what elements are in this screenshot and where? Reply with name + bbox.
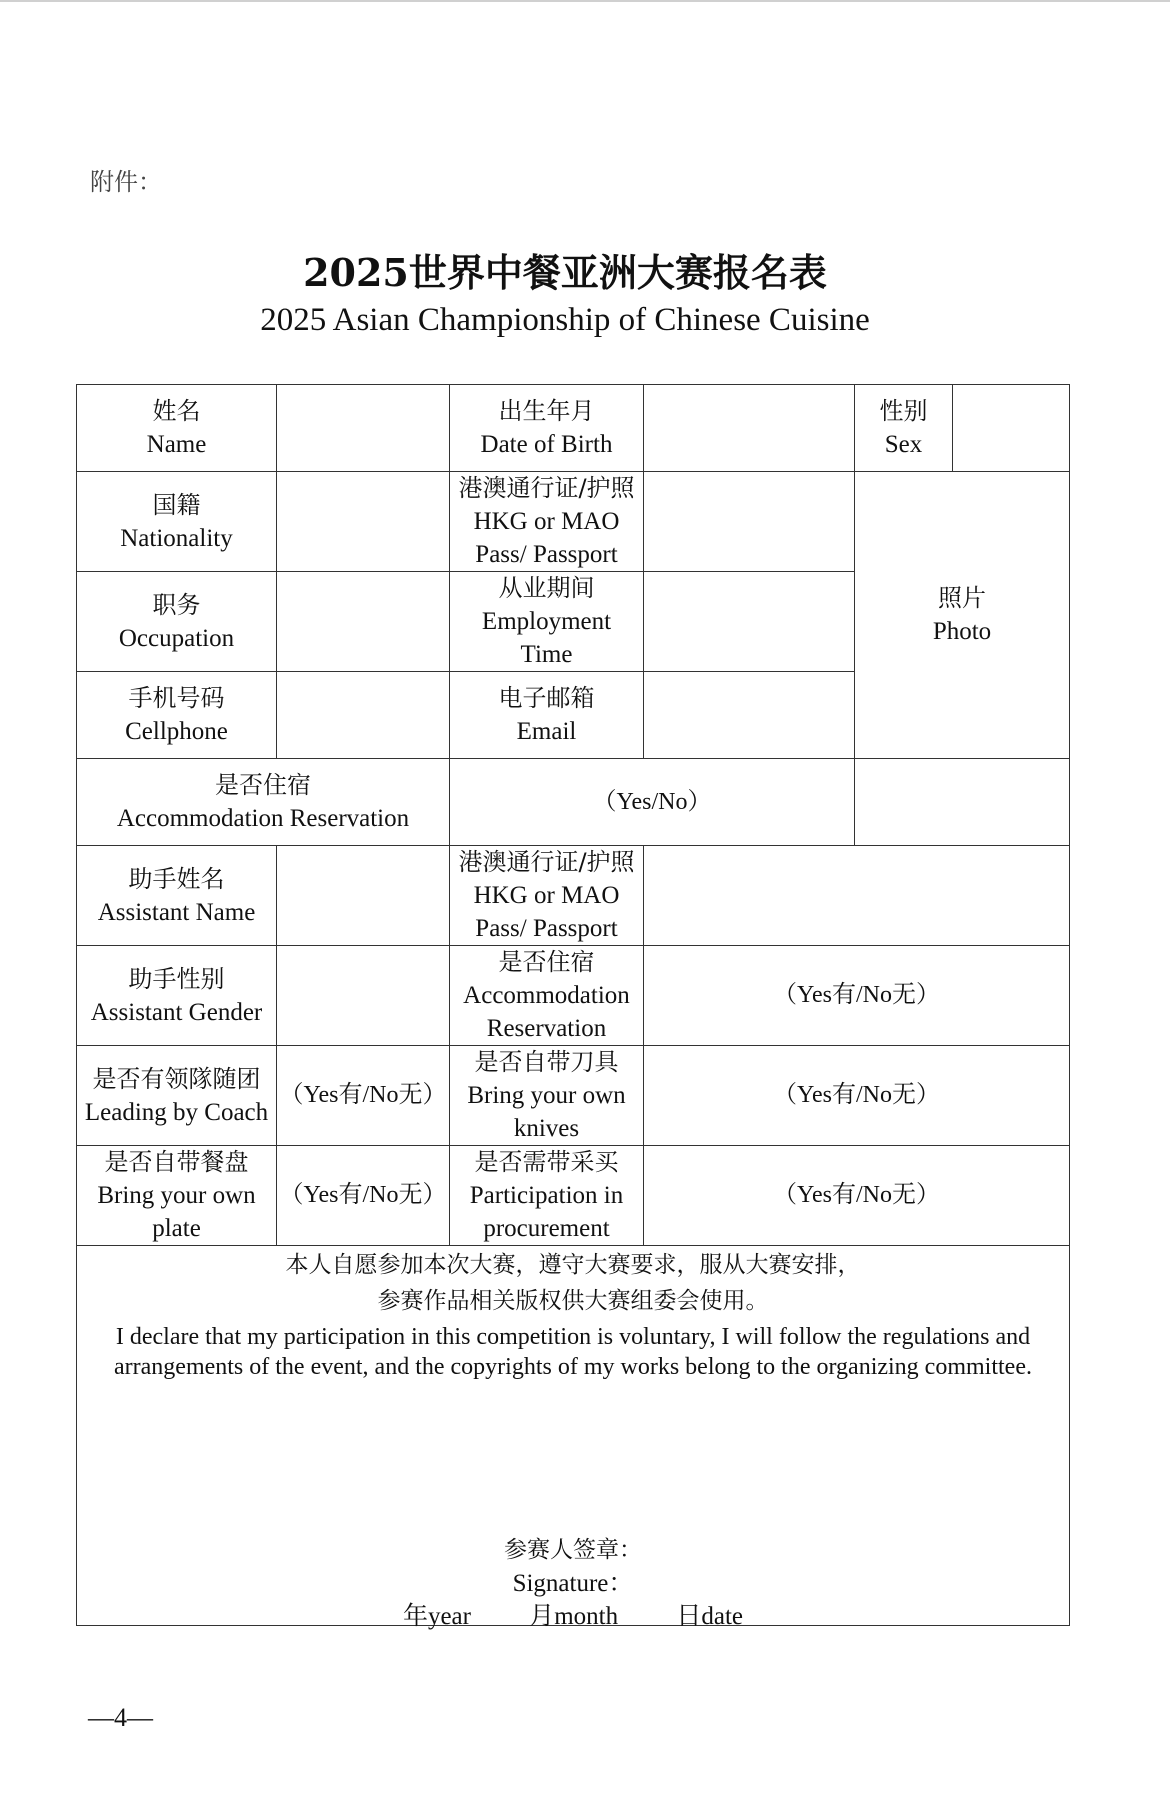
cellphone-label: 手机号码 Cellphone [77,672,277,759]
registration-table [76,384,1070,1630]
name-field[interactable] [277,385,450,472]
procurement-label: 是否需带采买 Participation in procurement [450,1146,644,1246]
assistant-passport-field[interactable] [644,846,1070,946]
assistant-accommodation-field[interactable]: （Yes有/No无） [644,946,1070,1046]
sex-field[interactable] [953,385,1070,472]
accommodation-field[interactable]: （Yes/No） [450,759,855,846]
procurement-field[interactable]: （Yes有/No无） [644,1146,1070,1246]
signature-label-cn: 参赛人签章： [504,1537,642,1563]
accommodation-extra-cell[interactable] [855,759,1070,846]
attachment-label: 附件： [90,168,162,196]
plate-field[interactable]: （Yes有/No无） [277,1146,450,1246]
coach-field[interactable]: （Yes有/No无） [277,1046,450,1146]
email-field[interactable] [644,672,855,759]
declaration-cn-line1: 本人自愿参加本次大赛，遵守大赛要求，服从大赛安排， [285,1252,861,1278]
sex-label: 性别 Sex [855,385,953,472]
page-number: —4— [88,1703,153,1732]
email-label: 电子邮箱 Email [450,672,644,759]
assistant-name-label: 助手姓名 Assistant Name [77,846,277,946]
assistant-accommodation-label: 是否住宿 Accommodation Reservation [450,946,644,1046]
registration-form [76,384,1069,1630]
photo-box[interactable]: 照片 Photo [855,472,1070,759]
coach-label: 是否有领隊随团 Leading by Coach [77,1046,277,1146]
passport-field[interactable] [644,472,855,572]
page-title-en: 2025 Asian Championship of Chinese Cuisine [260,302,870,338]
nationality-label: 国籍 Nationality [77,472,277,572]
nationality-field[interactable] [277,472,450,572]
name-label: 姓名 Name [77,385,277,472]
occupation-field[interactable] [277,572,450,672]
declaration-en: I declare that my participation in this competition is voluntary, I will follow the regulations and arrangements of the event, and the copyrights of my works belong to the organizing committee. [114,1324,1032,1380]
year-label: 年year [402,1603,471,1630]
declaration-cn-line2: 参赛作品相关版权供大赛组委会使用。 [377,1288,769,1314]
top-border-line [0,0,1170,2]
signature-date-line[interactable] [77,1600,1069,1633]
occupation-label: 职务 Occupation [77,572,277,672]
dob-label: 出生年月 Date of Birth [450,385,644,472]
assistant-gender-label: 助手性别 Assistant Gender [77,946,277,1046]
accommodation-label: 是否住宿 Accommodation Reservation [77,759,450,846]
date-label: 日date [676,1603,744,1630]
month-label: 月month [529,1603,619,1630]
dob-field[interactable] [644,385,855,472]
passport-label: 港澳通行证/护照 HKG or MAO Pass/ Passport [450,472,644,572]
cellphone-field[interactable] [277,672,450,759]
signature-label-en[interactable]: Signature： [512,1570,634,1597]
assistant-name-field[interactable] [277,846,450,946]
employment-label: 从业期间 Employment Time [450,572,644,672]
plate-label: 是否自带餐盘 Bring your own plate [77,1146,277,1246]
employment-field[interactable] [644,572,855,672]
assistant-passport-label: 港澳通行证/护照 HKG or MAO Pass/ Passport [450,846,644,946]
page-title-cn: 2025世界中餐亚洲大赛报名表 [303,250,827,295]
knives-label: 是否自带刀具 Bring your own knives [450,1046,644,1146]
assistant-gender-field[interactable] [277,946,450,1046]
declaration-box [77,1246,1070,1630]
knives-field[interactable]: （Yes有/No无） [644,1046,1070,1146]
